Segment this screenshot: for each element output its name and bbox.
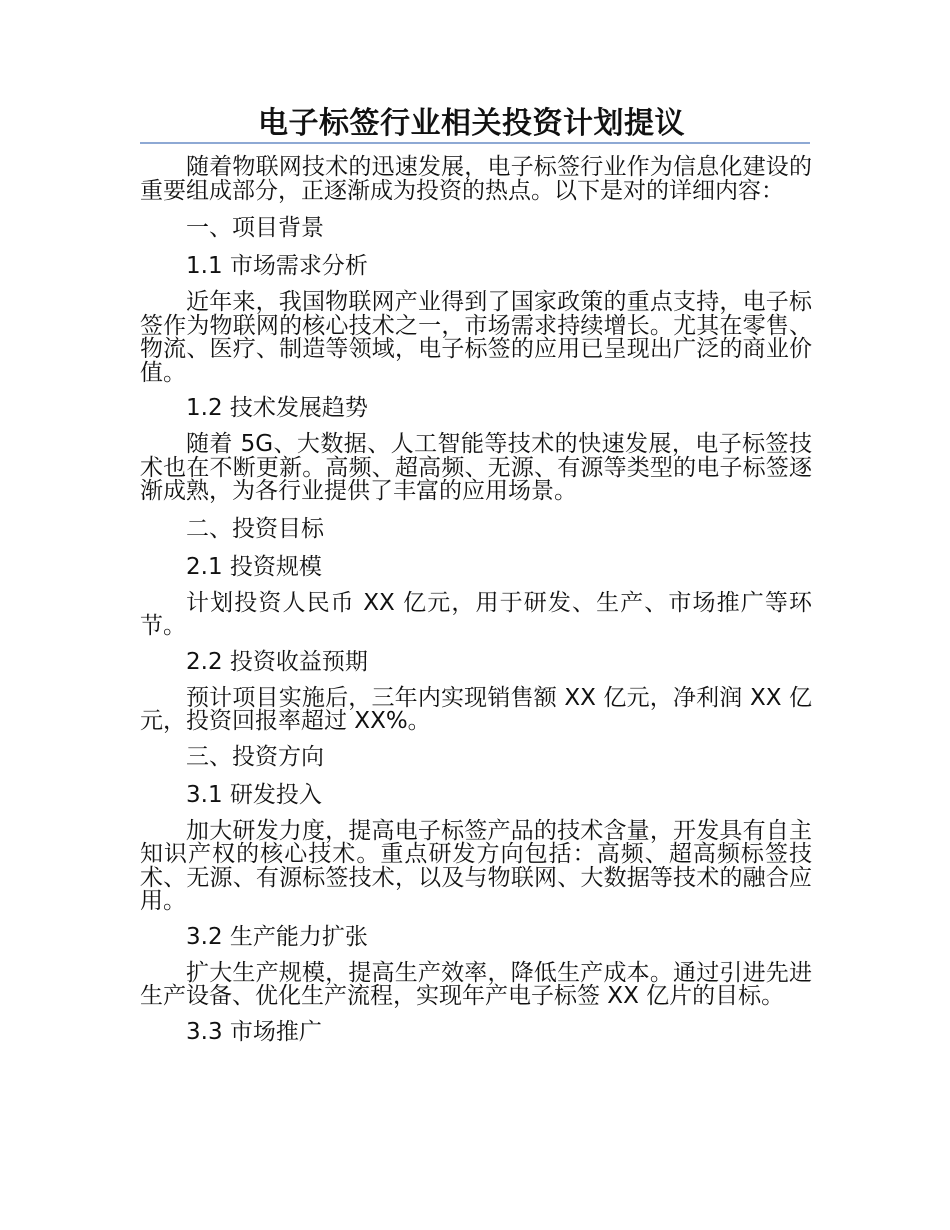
subsection-heading-2-1: 2.1 投资规模 [186,553,322,580]
section-heading-1: 一、项目背景 [186,215,324,241]
document-body [140,156,812,1047]
subsection-heading-3-1: 3.1 研发投入 [186,781,322,808]
section-heading-2: 二、投资目标 [186,515,324,542]
section-heading-3: 三、投资方向 [186,743,324,770]
document-title: 电子标签行业相关投资计划提议 [258,106,685,141]
subsection-heading-1-1: 1.1 市场需求分析 [186,253,368,279]
intro-paragraph: 随着物联网技术的迅速发展，电子标签行业作为信息化建设的重要组成部分，正逐渐成为投资的热点。以下是对的详细内容： [140,154,812,204]
paragraph-2-2: 预计项目实施后，三年内实现销售额 XX 亿元，净利润 XX 亿元，投资回报率超过 XX%。 [140,684,812,734]
paragraph-3-2: 扩大生产规模，提高生产效率，降低生产成本。通过引进先进生产设备、优化生产流程，实现年产电子标签 XX 亿片的目标。 [140,959,812,1009]
paragraph-1-2: 随着 5G、大数据、人工智能等技术的快速发展，电子标签技术也在不断更新。高频、超高频、无源、有源等类型的电子标签逐渐成熟，为各行业提供了丰富的应用场景。 [140,431,812,504]
subsection-heading-3-3: 3.3 市场推广 [186,1018,322,1045]
subsection-heading-2-2: 2.2 投资收益预期 [186,648,368,675]
paragraph-3-1: 加大研发力度，提高电子标签产品的技术含量，开发具有自主知识产权的核心技术。重点研发方向包括：高频、超高频标签技术、无源、有源标签技术，以及与物联网、大数据等技术的融合应用。 [140,817,812,914]
paragraph-2-1: 计划投资人民币 XX 亿元，用于研发、生产、市场推广等环节。 [140,589,812,639]
subsection-heading-1-2: 1.2 技术发展趋势 [186,395,368,421]
title-area [140,100,810,144]
subsection-heading-3-2: 3.2 生产能力扩张 [186,923,368,950]
paragraph-1-1: 近年来，我国物联网产业得到了国家政策的重点支持，电子标签作为物联网的核心技术之一，市场需求持续增长。尤其在零售、物流、医疗、制造等领域，电子标签的应用已呈现出广泛的商业价值。 [140,289,812,386]
